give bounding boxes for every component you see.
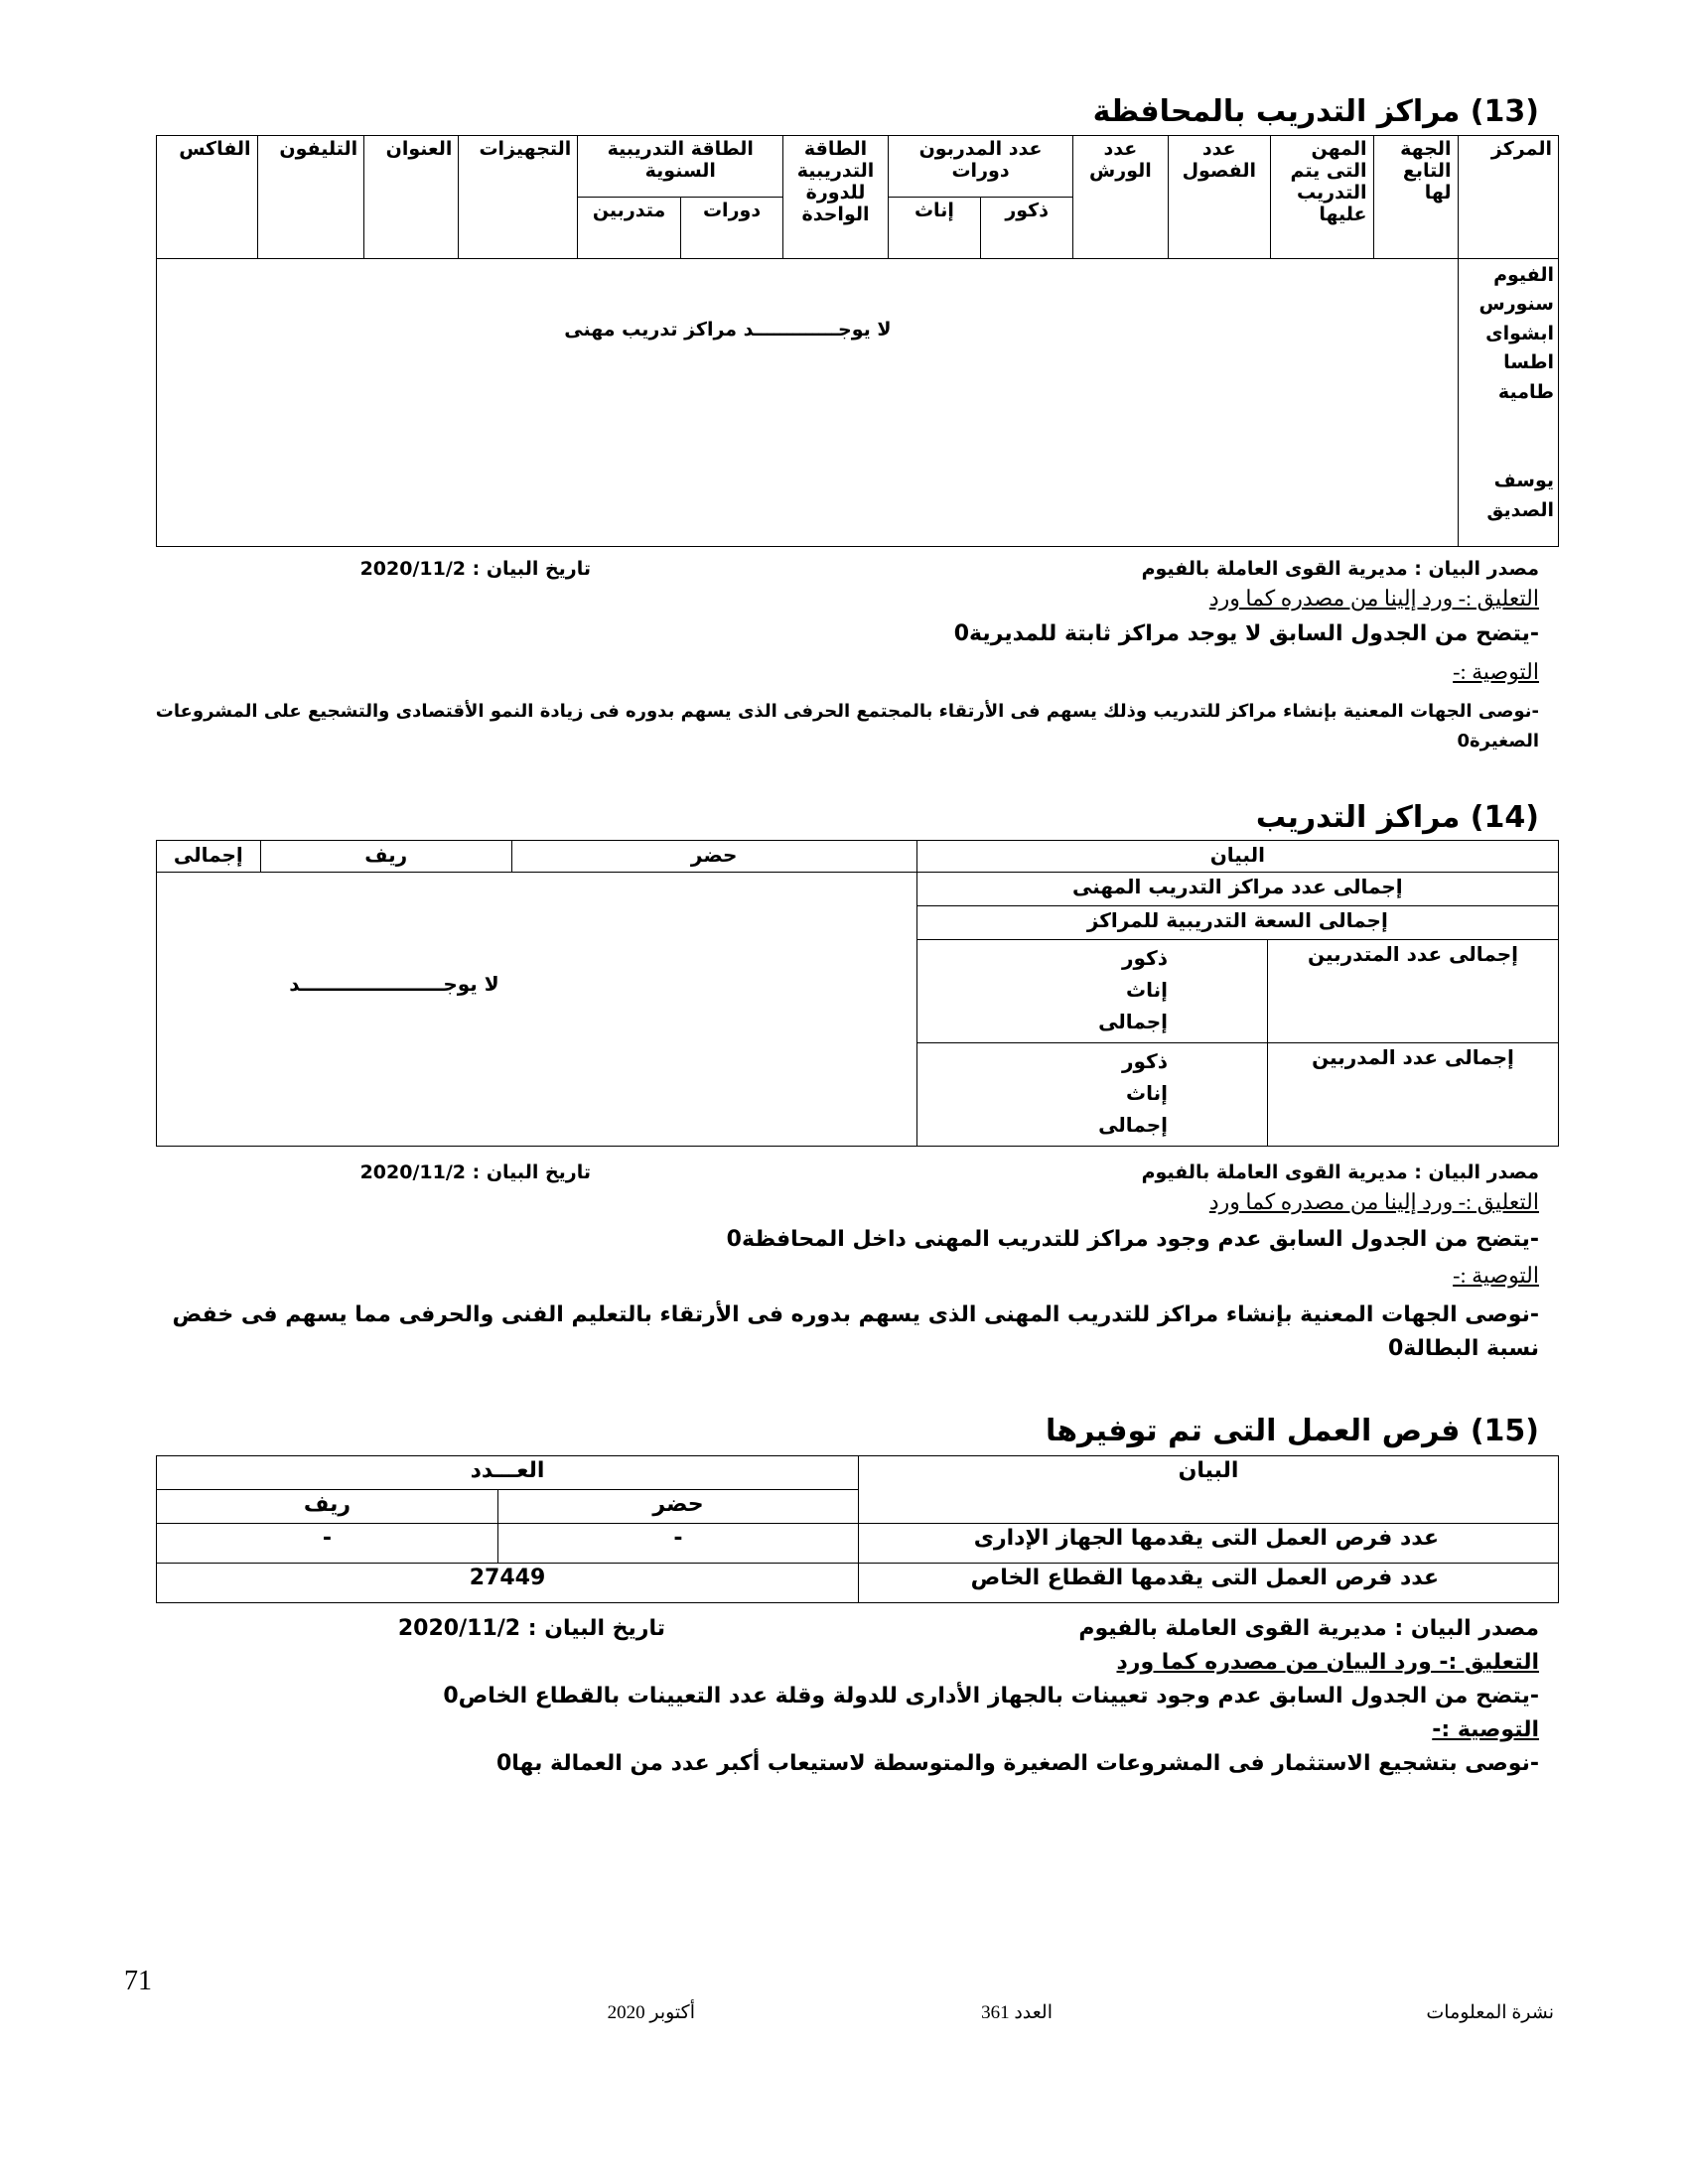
date: تاريخ البيان : 2020/11/2: [359, 1161, 591, 1183]
centers-list: [1458, 259, 1558, 547]
table-row: [157, 1524, 1559, 1564]
recommendation: -نوصى بتشجيع الاستثمار فى المشروعات الصغيرة والمتوسطة لاستيعاب أكبر عدد من العمالة بها0: [495, 1751, 1539, 1776]
row-trainers-total: إجمالى عدد المدربين: [1268, 1043, 1559, 1147]
page-number: 71: [124, 1966, 152, 1996]
source: مصدر البيان : مديرية القوى العاملة بالفيوم: [1078, 1616, 1539, 1641]
section15-table: [156, 1455, 1559, 1603]
gender-breakdown: [916, 1043, 1267, 1147]
header-trainers-courses: عدد المدربون دورات: [888, 136, 1072, 198]
no-data-text: لا يوجـــــــــــــــــــــد: [289, 972, 499, 996]
header-fax: الفاكس: [157, 136, 258, 259]
header-rural: ريف: [157, 1490, 498, 1524]
section15-title: (15) فرص العمل التى تم توفيرها: [1045, 1414, 1539, 1448]
recommendation-label: التوصية :-: [1453, 1263, 1539, 1288]
recommendation: -نوصى الجهات المعنية بإنشاء مراكز للتدريب المهنى الذى يسهم بدوره فى الأرتقاء بالتعليم الفنى والحرفى مما يسهم فى خفض نسبة البطالة0: [172, 1302, 1539, 1362]
center-item: الفيوم: [1493, 264, 1554, 286]
section13-title: (13) مراكز التدريب بالمحافظة: [1092, 94, 1539, 129]
header-urban: حضر: [498, 1490, 859, 1524]
center-item: طامية: [1497, 380, 1554, 403]
row-label: عدد فرص العمل التى يقدمها الجهاز الإدارى: [859, 1524, 1559, 1564]
cell-urban: -: [498, 1524, 859, 1564]
source: مصدر البيان : مديرية القوى العاملة بالفيوم: [1141, 558, 1539, 580]
header-count: العـــدد: [157, 1456, 859, 1490]
finding: -يتضح من الجدول السابق لا يوجد مراكز ثابتة للمديرية0: [953, 621, 1539, 646]
row-centers-total: إجمالى عدد مراكز التدريب المهنى: [916, 873, 1558, 906]
no-data-text: لا يوجـــــــــــــد مراكز تدريب مهنى: [564, 319, 892, 341]
header-trainees: متدربين: [578, 198, 680, 259]
label-males: ذكور: [1122, 946, 1168, 970]
header-center: المركز: [1458, 136, 1558, 259]
recommendation-label: التوصية :-: [1432, 1717, 1539, 1742]
section14-title: (14) مراكز التدريب: [1255, 800, 1539, 835]
comment: التعليق :- ورد البيان من مصدره كما ورد: [1116, 1650, 1539, 1675]
cell-merged: 27449: [157, 1564, 859, 1603]
header-males: ذكور: [981, 198, 1073, 259]
header-total: إجمالى: [157, 841, 261, 873]
table-row: [157, 1564, 1559, 1603]
cell-rural: -: [157, 1524, 498, 1564]
header-urban: حضر: [511, 841, 916, 873]
label-females: إناث: [1126, 978, 1168, 1002]
header-equipment: التجهيزات: [459, 136, 578, 259]
footer-month: أكتوبر 2020: [607, 2002, 695, 2023]
header-affiliation: الجهة التابع لها: [1373, 136, 1458, 259]
finding: -يتضح من الجدول السابق عدم وجود تعيينات بالجهاز الأدارى للدولة وقلة عدد التعيينات بالقطاع الخاص0: [443, 1684, 1539, 1708]
date: تاريخ البيان : 2020/11/2: [397, 1616, 665, 1641]
footer-publication: نشرة المعلومات: [1426, 2002, 1554, 2023]
header-item: البيان: [916, 841, 1558, 873]
header-professions: المهن التى يتم التدريب عليها: [1271, 136, 1373, 259]
label-total: إجمالى: [1098, 1010, 1168, 1033]
header-course-capacity: الطاقة التدريبية للدورة الواحدة: [783, 136, 889, 259]
center-item: ابشواى: [1485, 322, 1554, 344]
label-males: ذكور: [1122, 1049, 1168, 1073]
finding: -يتضح من الجدول السابق عدم وجود مراكز للتدريب المهنى داخل المحافظة0: [726, 1227, 1539, 1252]
row-capacity-total: إجمالى السعة التدريبية للمراكز: [916, 906, 1558, 940]
header-phone: التليفون: [257, 136, 364, 259]
date: تاريخ البيان : 2020/11/2: [359, 558, 591, 580]
header-classes: عدد الفصول: [1168, 136, 1270, 259]
comment: التعليق :- ورد إلينا من مصدره كما ورد: [1208, 1189, 1539, 1214]
header-annual-capacity: الطاقة التدريبية السنوية: [578, 136, 783, 198]
label-females: إناث: [1126, 1081, 1168, 1105]
recommendation: -نوصى الجهات المعنية بإنشاء مراكز للتدريب وذلك يسهم فى الأرتقاء بالمجتمع الحرفى الذى يسهم بدوره فى زيادة النمو الأقتصادى والتشجيع على المشروعات الصغيرة0: [155, 701, 1539, 751]
source: مصدر البيان : مديرية القوى العاملة بالفيوم: [1141, 1161, 1539, 1183]
gender-breakdown: [916, 940, 1267, 1043]
section13-table: [156, 135, 1559, 547]
header-courses: دورات: [680, 198, 782, 259]
section14-table: [156, 840, 1559, 1147]
row-trainees-total: إجمالى عدد المتدربين: [1268, 940, 1559, 1043]
header-females: إناث: [888, 198, 980, 259]
label-total: إجمالى: [1098, 1113, 1168, 1137]
footer-issue: العدد 361: [981, 2002, 1053, 2023]
header-item: البيان: [859, 1456, 1559, 1524]
no-data-cell: [157, 873, 917, 1147]
center-item: يوسف الصديق: [1486, 470, 1554, 521]
row-label: عدد فرص العمل التى يقدمها القطاع الخاص: [859, 1564, 1559, 1603]
header-workshops: عدد الورش: [1073, 136, 1168, 259]
recommendation-label: التوصية :-: [1453, 659, 1539, 684]
no-data-cell: [157, 259, 1459, 547]
center-item: اطسا: [1503, 351, 1554, 374]
comment: التعليق :- ورد إلينا من مصدره كما ورد: [1208, 586, 1539, 611]
header-rural: ريف: [260, 841, 511, 873]
header-address: العنوان: [364, 136, 459, 259]
center-item: سنورس: [1478, 293, 1554, 316]
